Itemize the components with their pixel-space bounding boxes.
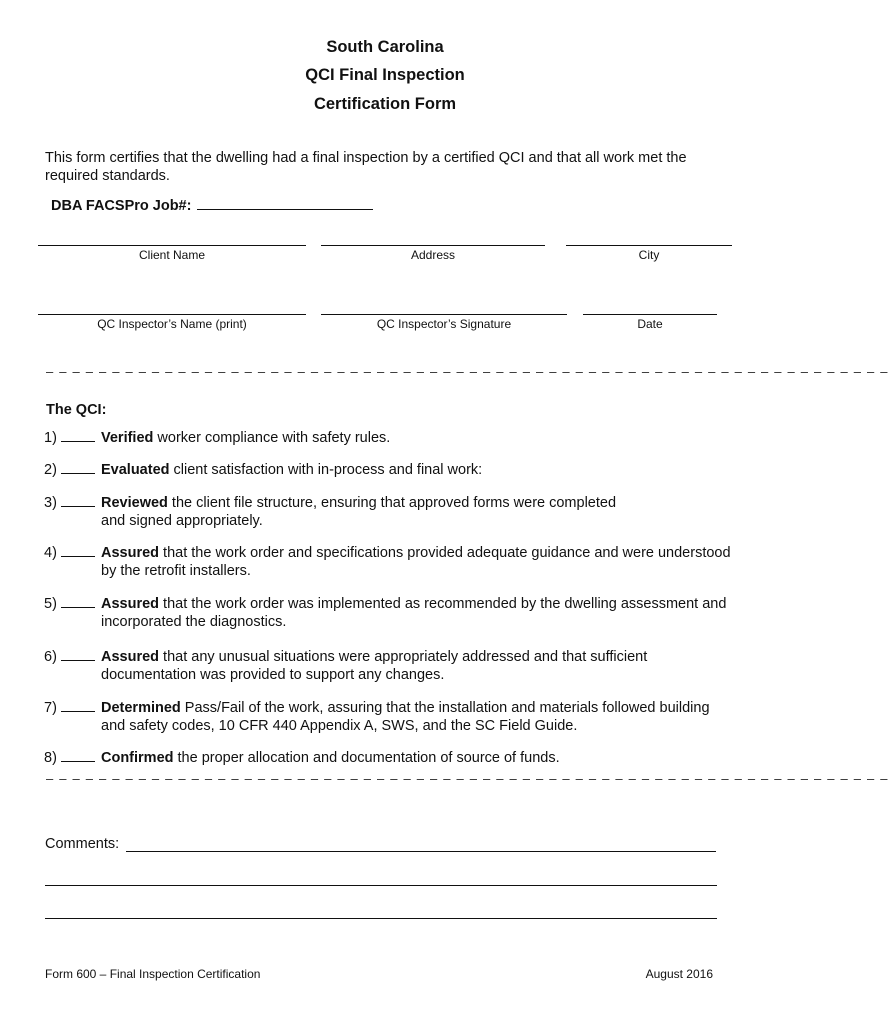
item-check-blank[interactable] xyxy=(61,429,95,442)
item-keyword: Determined xyxy=(101,700,181,716)
qci-heading: The QCI: xyxy=(46,402,107,418)
item-keyword: Evaluated xyxy=(101,462,170,478)
form-title-name: QCI Final Inspection xyxy=(305,66,465,84)
item-number: 6) xyxy=(44,649,57,665)
item-check-blank[interactable] xyxy=(61,648,95,661)
item-check-blank[interactable] xyxy=(61,699,95,712)
date-line[interactable] xyxy=(583,314,717,315)
job-number-label: DBA FACSPro Job#: xyxy=(51,198,192,214)
item-keyword: Assured xyxy=(101,545,160,561)
job-number-field[interactable] xyxy=(197,195,373,210)
comments-label: Comments: xyxy=(45,836,120,852)
comments-line-1[interactable] xyxy=(126,851,716,852)
checklist-item-6 xyxy=(44,648,734,684)
checklist-item-1 xyxy=(44,429,734,447)
checklist-item-7 xyxy=(44,699,734,735)
checklist-item-4 xyxy=(44,544,734,580)
item-keyword: Confirmed xyxy=(101,750,174,766)
item-keyword: Verified xyxy=(101,430,154,446)
item-check-blank[interactable] xyxy=(61,544,95,557)
dashed-separator-bottom: – – – – – – – – – – – – – – – – – – – – – – – – – – – – – – – – – – – – – – – – – – – – – – – – – – – – – – – – – – – – – – – – xyxy=(46,771,889,786)
form-title-state: South Carolina xyxy=(326,38,444,56)
date-label: Date xyxy=(637,317,663,331)
item-number: 3) xyxy=(44,495,57,511)
checklist-item-8 xyxy=(44,749,734,767)
item-text: client satisfaction with in-process and final work: xyxy=(169,462,483,478)
checklist-item-3 xyxy=(44,494,644,530)
item-check-blank[interactable] xyxy=(61,595,95,608)
item-text: the proper allocation and documentation of source of funds. xyxy=(173,750,560,766)
item-text: that the work order was implemented as recommended by the dwelling assessment and incorporated the diagnostics. xyxy=(101,596,727,630)
inspector-name-line[interactable] xyxy=(38,314,306,315)
inspector-signature-line[interactable] xyxy=(321,314,567,315)
city-line[interactable] xyxy=(566,245,732,246)
city-label: City xyxy=(638,248,660,262)
item-keyword: Reviewed xyxy=(101,495,168,511)
item-keyword: Assured xyxy=(101,596,160,612)
item-text: worker compliance with safety rules. xyxy=(153,430,391,446)
item-text: the client file structure, ensuring that approved forms were completed and signed appropriately. xyxy=(101,495,617,529)
item-number: 8) xyxy=(44,750,57,766)
form-title-type: Certification Form xyxy=(313,95,457,113)
comments-line-2[interactable] xyxy=(45,885,717,886)
checklist-item-5 xyxy=(44,595,734,631)
checklist-item-2 xyxy=(44,461,734,479)
item-text: that the work order and specifications provided adequate guidance and were understood by the retrofit installers. xyxy=(101,545,731,579)
item-number: 7) xyxy=(44,700,57,716)
item-keyword: Assured xyxy=(101,649,160,665)
comments-line-3[interactable] xyxy=(45,918,717,919)
client-name-label: Client Name xyxy=(138,248,206,262)
item-check-blank[interactable] xyxy=(61,749,95,762)
item-text: that any unusual situations were appropriately addressed and that sufficient documentation was provided to support any changes. xyxy=(101,649,648,683)
item-number: 2) xyxy=(44,462,57,478)
item-number: 1) xyxy=(44,430,57,446)
address-label: Address xyxy=(410,248,456,262)
item-check-blank[interactable] xyxy=(61,461,95,474)
footer-form-id: Form 600 – Final Inspection Certification xyxy=(45,967,261,981)
dashed-separator-top: – – – – – – – – – – – – – – – – – – – – – – – – – – – – – – – – – – – – – – – – – – – – – – – – – – – – – – – – – – – – – – – – xyxy=(46,364,889,379)
intro-paragraph: This form certifies that the dwelling had a final inspection by a certified QCI and that all work met the required standards. xyxy=(45,150,687,184)
footer-date: August 2016 xyxy=(645,967,713,981)
address-line[interactable] xyxy=(321,245,545,246)
item-number: 4) xyxy=(44,545,57,561)
item-number: 5) xyxy=(44,596,57,612)
item-check-blank[interactable] xyxy=(61,494,95,507)
job-number-row xyxy=(51,195,373,214)
item-text: Pass/Fail of the work, assuring that the installation and materials followed building and safety codes, 10 CFR 440 Appendix A, SWS, and the SC Field Guide. xyxy=(101,700,710,734)
client-name-line[interactable] xyxy=(38,245,306,246)
inspector-signature-label: QC Inspector’s Signature xyxy=(376,317,512,331)
inspector-name-label: QC Inspector’s Name (print) xyxy=(97,317,247,331)
